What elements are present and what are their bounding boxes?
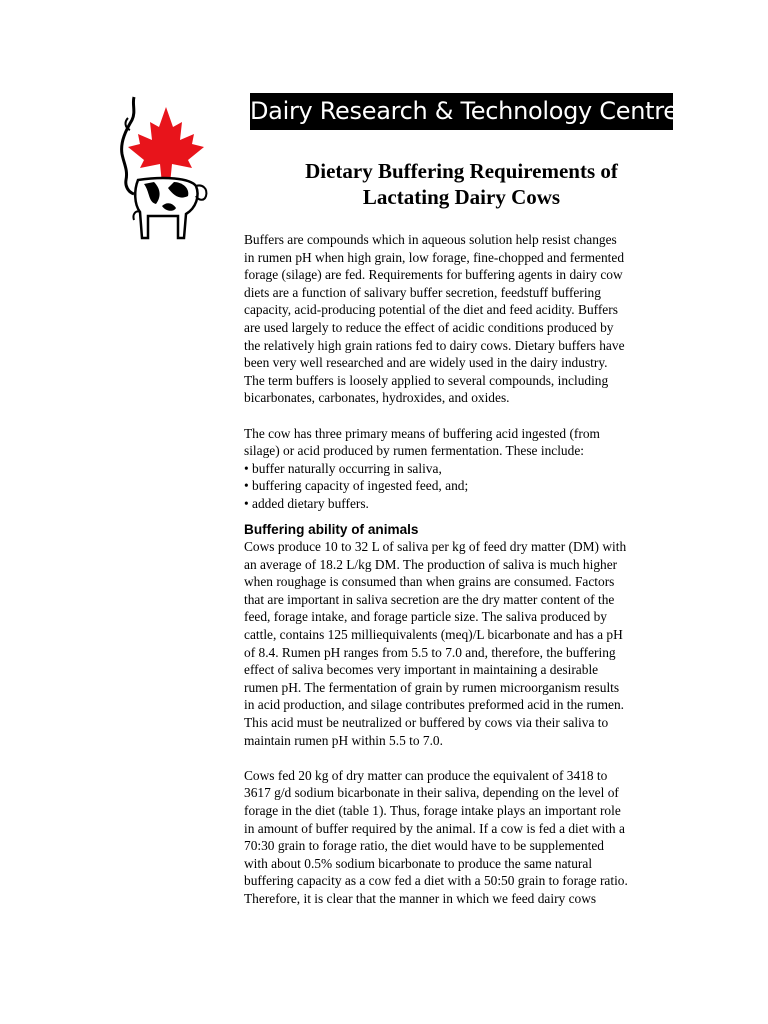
text-line: forage in the diet (table 1). Thus, forage intake plays an important role <box>244 803 621 818</box>
text-line: Cows fed 20 kg of dry matter can produce the equivalent of 3418 to <box>244 767 608 783</box>
text-line: when roughage is consumed than when grains are consumed. Factors <box>244 574 615 590</box>
text-line: rumen pH. The fermentation of grain by rumen microorganism results <box>244 679 620 695</box>
text-line: The term buffers is loosely applied to several compounds, including <box>244 372 609 388</box>
section-heading: Buffering ability of animals <box>244 521 419 537</box>
bullet-item: • buffer naturally occurring in saliva, <box>244 460 442 476</box>
maple-leaf-cow-logo-icon <box>104 92 214 247</box>
text-line: cattle, contains 125 milliequivalents (meq)/L bicarbonate and has a pH <box>244 627 623 643</box>
text-line: in rumen pH when high grain, low forage, fine-chopped and fermented <box>244 249 625 265</box>
text-line: been very well researched and are widely used in the dairy industry. <box>244 355 608 371</box>
text-line: with about 0.5% sodium bicarbonate to produce the same natural <box>244 855 593 871</box>
text-line: maintain rumen pH within 5.5 to 7.0. <box>244 732 443 748</box>
text-line: 70:30 grain to forage ratio, the diet would have to be supplemented <box>244 838 604 854</box>
bullet-item: • buffering capacity of ingested feed, and; <box>244 478 469 494</box>
bullet-item: • added dietary buffers. <box>244 495 369 511</box>
document-body <box>244 231 684 908</box>
text-line: that are important in saliva secretion are the dry matter content of the <box>244 591 615 607</box>
title-line-1: Dietary Buffering Requirements of <box>305 159 618 183</box>
text-line: Cows produce 10 to 32 L of saliva per kg of feed dry matter (DM) with <box>244 539 627 555</box>
text-line: capacity, acid-producing potential of the diet and feed acidity. Buffers <box>244 302 618 318</box>
text-line: diets are a function of salivary buffer secretion, feedstuff buffering <box>244 284 601 300</box>
text-line: Therefore, it is clear that the manner in which we feed dairy cows <box>244 890 597 906</box>
text-line: 3617 g/d sodium bicarbonate in their saliva, depending on the level of <box>244 785 619 801</box>
text-line: The cow has three primary means of buffering acid ingested (from <box>244 425 600 441</box>
maple-leaf-icon <box>128 107 204 184</box>
text-line: in amount of buffer required by the animal. If a cow is fed a diet with a <box>244 820 625 836</box>
title-line-2: Lactating Dairy Cows <box>362 185 561 209</box>
paragraph-saliva <box>244 538 684 749</box>
text-line: feed, forage intake, and forage particle size. The saliva produced by <box>244 609 607 625</box>
text-line: Buffers are compounds which in aqueous solution help resist changes <box>244 232 617 247</box>
page-title <box>250 158 673 210</box>
text-line: effect of saliva becomes very important in maintaining a desirable <box>244 662 599 678</box>
organization-banner: Dairy Research & Technology Centre <box>250 93 673 130</box>
text-line: forage (silage) are fed. Requirements for buffering agents in dairy cow <box>244 267 623 283</box>
text-line: of 8.4. Rumen pH ranges from 5.5 to 7.0 and, therefore, the buffering <box>244 644 616 660</box>
text-line: silage) or acid produced by rumen fermentation. These include: <box>244 443 584 459</box>
text-line: an average of 18.2 L/kg DM. The production of saliva is much higher <box>244 556 618 572</box>
paragraph-buffering-means <box>244 425 684 513</box>
text-line: the relatively high grain rations fed to dairy cows. Dietary buffers have <box>244 337 625 353</box>
paragraph-forage <box>244 767 684 908</box>
text-line: buffering capacity as a cow fed a diet with a 50:50 grain to forage ratio. <box>244 873 628 889</box>
text-line: This acid must be neutralized or buffered by cows via their saliva to <box>244 715 609 731</box>
text-line: are used largely to reduce the effect of acidic conditions produced by <box>244 319 614 335</box>
text-line: bicarbonates, carbonates, hydroxides, and oxides. <box>244 390 510 406</box>
text-line: in acid production, and silage contributes preformed acid in the rumen. <box>244 697 625 713</box>
paragraph-intro <box>244 231 684 407</box>
